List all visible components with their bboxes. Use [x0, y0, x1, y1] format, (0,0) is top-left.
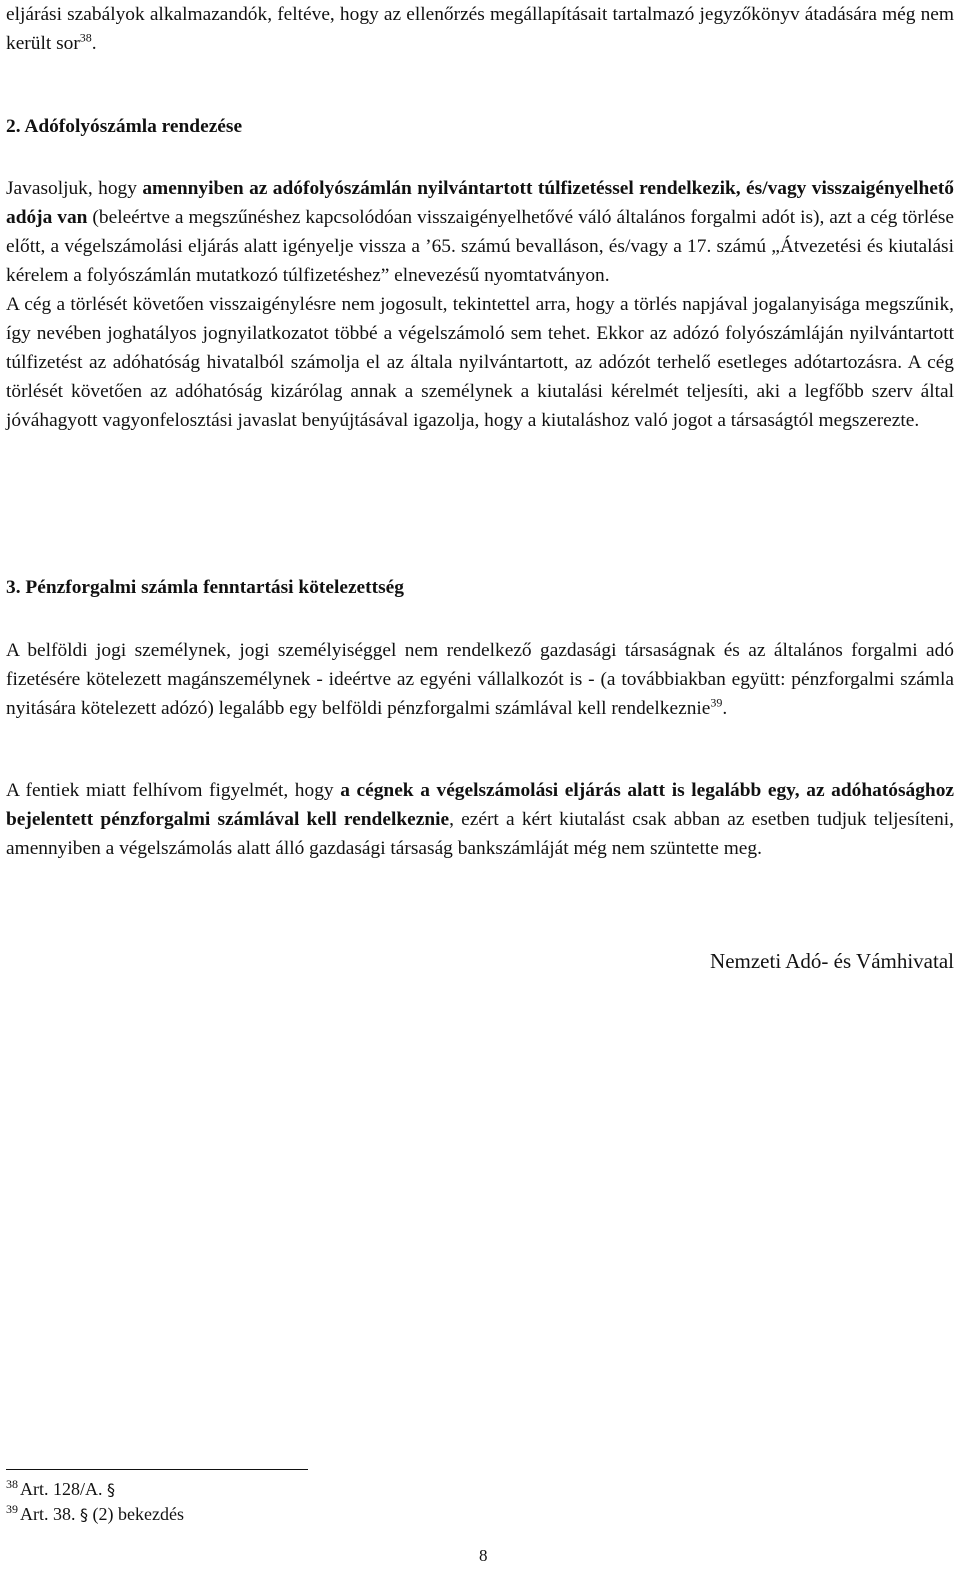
footnote-ref-38: 38: [79, 30, 92, 45]
footnote-39: $^{39}$ Art. 38. § (2) bekezdés: [6, 1502, 184, 1524]
paragraph-intro: eljárási szabályok alkalmazandók, feltéve, hogy az ellenőrzés megállapításait tartalmazó jegyzőkönyv átadására még nem került sor$^{38}$.: [6, 4, 954, 54]
paragraph-penzforgalmi: A belföldi jogi személynek, jogi személyiséggel nem rendelkező gazdasági társaságnak és az általános forgalmi adó fizetésére kötelezett magánszemélynek - ideértve az egyéni vállalkozót is - (a továbbiakban együtt: pénzforgalmi számla nyitására kötelezett adózó) legalább egy belföldi pénzforgalmi számlával kell rendelkeznie$^{39}$.: [6, 640, 954, 719]
section-heading-3: 3. Pénzforgalmi számla fenntartási kötelezettség: [6, 577, 404, 598]
paragraph-intro-text: eljárási szabályok alkalmazandók, feltéve, hogy az ellenőrzés megállapításait tartalmazó jegyzőkönyv átadására még nem került sor: [6, 4, 954, 54]
page-number: 8: [479, 1546, 488, 1565]
section-sign-icon: §: [107, 1480, 115, 1499]
paragraph-felhivas: A fentiek miatt felhívom figyelmét, hogy a cégnek a végelszámolási eljárás alatt is legalább egy, az adóhatósághoz bejelentett pénzforgalmi számlával kell rendelkeznie, ezért a kért kiutalást csak abban az esetben tudjuk teljesíteni, amennyiben a végelszámolás alatt álló gazdasági társaság bankszámláját még nem szüntette meg.: [6, 780, 954, 859]
footnote-ref-39: 39: [710, 695, 723, 710]
footnote-38: $^{38}$ Art. 128/A. §: [6, 1477, 115, 1499]
document-page: [6, 0, 954, 1569]
paragraph-felhivas-bold: a cégnek a végelszámolási eljárás alatt is legalább egy, az adóhatósághoz bejelentett pénzforgalmi számlával kell rendelkeznie: [6, 780, 954, 830]
paragraph-adofolyoszamla: Javasoljuk, hogy amennyiben az adófolyószámlán nyilvántartott túlfizetéssel rendelkezik, és/vagy visszaigényelhető adója van (beleértve a megszűnéshez kapcsolódóan visszaigényelhetővé váló általános forgalmi adót is), azt a cég törlése előtt, a végelszámolási eljárás alatt igényelje vissza a ’65. számú bevalláson, és/vagy a 17. számú „Átvezetési és kiutalási kérelem a folyószámlán mutatkozó túlfizetéshez” elnevezésű nyomtatványon. A cég a törlését követően visszaigénylésre nem jogosult, tekintettel arra, hogy a törlés napjával jogalanyisága megszűnik, így nevében joghatályos jognyilatkozatot többé a végelszámoló sem tehet. Ekkor az adózó folyószámláján nyilvántartott túlfizetést az adóhatóság hivatalból számolja el az általa nyilvántartott, az adózót terhelő esetleges adótartozásra. A cég törlését követően az adóhatóság kizárólag annak a személynek a kiutalási kérelmét teljesíti, aki a legfőbb szerv által jóváhagyott vagyonfelosztási javaslat benyújtásával igazolja, hogy a kiutaláshoz való jogot a társaságtól megszerezte.: [6, 178, 954, 431]
paragraph-adofolyoszamla-continuation: A cég a törlését követően visszaigénylésre nem jogosult, tekintettel arra, hogy a törlés napjával jogalanyisága megszűnik, így nevében joghatályos jognyilatkozatot többé a végelszámoló sem tehet. Ekkor az adózó folyószámláján nyilvántartott túlfizetést az adóhatóság hivatalból számolja el az általa nyilvántartott, az adózót terhelő esetleges adótartozásra. A cég törlését követően az adóhatóság kizárólag annak a személynek a kiutalási kérelmét teljesíti, aki a legfőbb szerv által jóváhagyott vagyonfelosztási javaslat benyújtásával igazolja, hogy a kiutaláshoz való jogot a társaságtól megszerezte.: [6, 294, 954, 431]
section-heading-2: 2. Adófolyószámla rendezése: [6, 116, 243, 137]
footnote-divider: [6, 1469, 308, 1470]
signature: Nemzeti Adó- és Vámhivatal: [710, 949, 954, 973]
section-sign-icon: §: [80, 1505, 88, 1524]
paragraph-adofolyoszamla-bold: amennyiben az adófolyószámlán nyilvántartott túlfizetéssel rendelkezik, és/vagy visszaigényelhető adója van: [6, 178, 954, 228]
